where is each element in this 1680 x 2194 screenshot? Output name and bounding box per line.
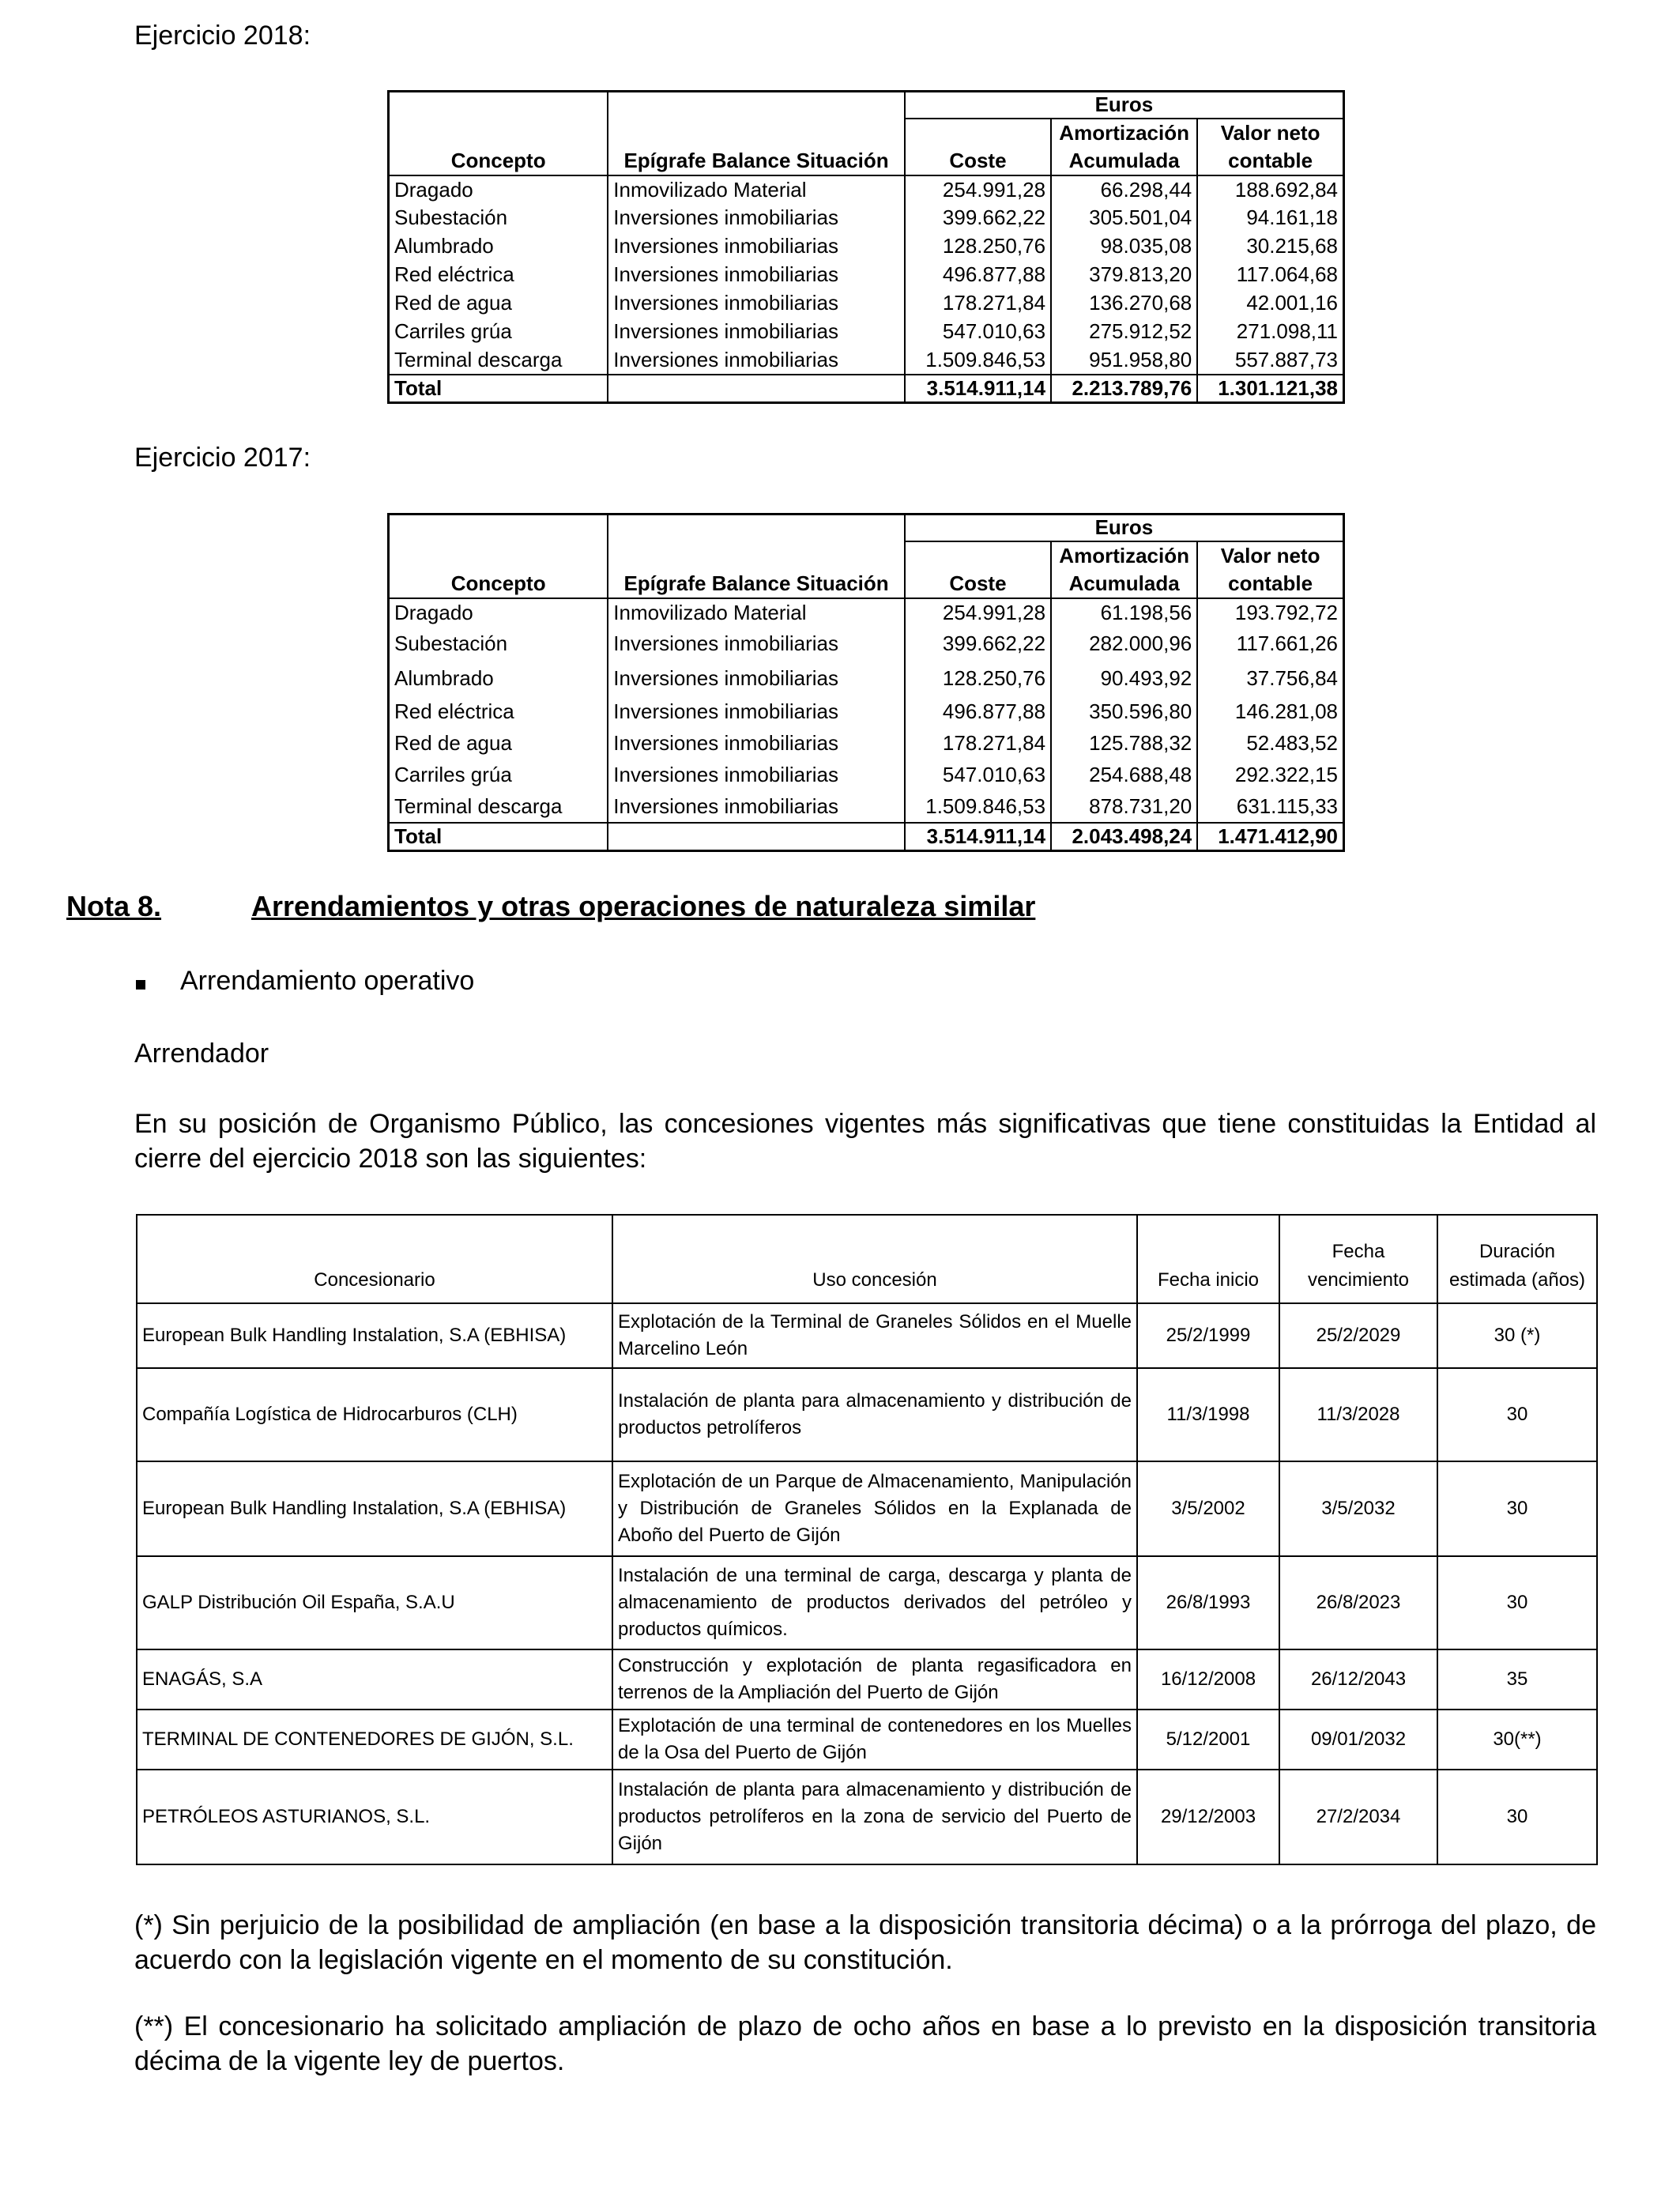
table-row [389, 728, 1344, 760]
cell-coste: 254.991,28 [905, 175, 1051, 204]
total-valor-neto: 1.471.412,90 [1197, 823, 1343, 851]
cell-concepto: Subestación [394, 205, 508, 229]
cell-uso-concesion: Instalación de planta para almacenamiento y distribución de productos petrolíferos en la zona de servicio del Puerto de Gijón [612, 1770, 1137, 1864]
cell-fecha-vencimiento: 26/8/2023 [1279, 1556, 1437, 1649]
footnote-1: (*) Sin perjuicio de la posibilidad de ampliación (en base a la disposición transitoria décima) o a la prórroga del plazo, de acuerdo con la legislación vigente en el momento de su constitución. [134, 1910, 1596, 1975]
table-row [389, 346, 1344, 375]
cell-amortizacion: 379.813,20 [1051, 261, 1197, 289]
cell-amortizacion: 66.298,44 [1051, 175, 1197, 204]
total-coste: 3.514.911,14 [905, 375, 1051, 403]
heading-ejercicio-2018: Ejercicio 2018: [134, 21, 311, 51]
cell-concepto: Terminal descarga [394, 794, 563, 818]
cell-amortizacion: 125.788,32 [1051, 728, 1197, 760]
table-ejercicio-2018 [387, 90, 1345, 404]
cell-concepto: Dragado [394, 177, 473, 202]
cell-amortizacion: 61.198,56 [1051, 598, 1197, 627]
cell-coste: 254.991,28 [905, 598, 1051, 627]
table-row [389, 627, 1344, 662]
cell-epigrafe: Inmovilizado Material [608, 175, 905, 204]
cell-epigrafe: Inversiones inmobiliarias [608, 232, 905, 261]
cell-uso-concesion: Instalación de una terminal de carga, descarga y planta de almacenamiento de productos derivados del petróleo y productos químicos. [612, 1556, 1137, 1649]
cell-valor-neto: 557.887,73 [1197, 346, 1343, 375]
cell-concepto: Red de agua [394, 731, 512, 755]
cell-valor-neto: 188.692,84 [1197, 175, 1343, 204]
cell-coste: 496.877,88 [905, 696, 1051, 728]
table-row [137, 1368, 1597, 1461]
cell-fecha-vencimiento: 09/01/2032 [1279, 1710, 1437, 1770]
header-fecha-vencimiento: Fecha vencimiento [1279, 1215, 1437, 1303]
cell-valor-neto: 146.281,08 [1197, 696, 1343, 728]
cell-amortizacion: 136.270,68 [1051, 289, 1197, 318]
cell-concesionario: European Bulk Handling Instalation, S.A (EBHISA) [137, 1461, 612, 1556]
cell-coste: 178.271,84 [905, 289, 1051, 318]
cell-epigrafe: Inversiones inmobiliarias [608, 204, 905, 232]
cell-amortizacion: 275.912,52 [1051, 318, 1197, 346]
table-row [137, 1556, 1597, 1649]
cell-valor-neto: 292.322,15 [1197, 760, 1343, 791]
cell-valor-neto: 631.115,33 [1197, 791, 1343, 823]
note-title: Arrendamientos y otras operaciones de naturaleza similar [251, 890, 1036, 922]
cell-epigrafe: Inversiones inmobiliarias [608, 346, 905, 375]
cell-valor-neto: 94.161,18 [1197, 204, 1343, 232]
cell-epigrafe: Inversiones inmobiliarias [608, 289, 905, 318]
table-row [389, 760, 1344, 791]
table-row [137, 1649, 1597, 1710]
table-row [137, 1303, 1597, 1368]
cell-valor-neto: 271.098,11 [1197, 318, 1343, 346]
cell-concesionario: Compañía Logística de Hidrocarburos (CLH) [137, 1368, 612, 1461]
cell-duracion: 30 [1437, 1770, 1597, 1864]
cell-coste: 128.250,76 [905, 662, 1051, 696]
header-epigrafe: Epígrafe Balance Situación [608, 147, 905, 175]
table-concesiones [136, 1214, 1598, 1865]
cell-concesionario: ENAGÁS, S.A [137, 1649, 612, 1710]
header-uso-concesion: Uso concesión [612, 1215, 1137, 1303]
cell-concepto: Terminal descarga [394, 347, 563, 371]
header-amortizacion-line2: Acumulada [1051, 147, 1197, 175]
cell-duracion: 30 (*) [1437, 1303, 1597, 1368]
cell-coste: 1.509.846,53 [905, 346, 1051, 375]
table-row [389, 204, 1344, 232]
cell-concesionario: TERMINAL DE CONTENEDORES DE GIJÓN, S.L. [137, 1710, 612, 1770]
cell-amortizacion: 350.596,80 [1051, 696, 1197, 728]
cell-epigrafe: Inversiones inmobiliarias [608, 696, 905, 728]
cell-concepto: Subestación [394, 631, 508, 655]
cell-fecha-inicio: 5/12/2001 [1137, 1710, 1279, 1770]
cell-epigrafe: Inversiones inmobiliarias [608, 728, 905, 760]
cell-coste: 547.010,63 [905, 760, 1051, 791]
cell-valor-neto: 30.215,68 [1197, 232, 1343, 261]
header-concesionario: Concesionario [137, 1215, 612, 1303]
cell-amortizacion: 254.688,48 [1051, 760, 1197, 791]
subheading-arrendador: Arrendador [134, 1039, 269, 1069]
cell-epigrafe: Inversiones inmobiliarias [608, 318, 905, 346]
header-valor-line2: contable [1197, 570, 1343, 598]
cell-valor-neto: 37.756,84 [1197, 662, 1343, 696]
table-row [389, 696, 1344, 728]
header-epigrafe: Epígrafe Balance Situación [608, 570, 905, 598]
cell-amortizacion: 282.000,96 [1051, 627, 1197, 662]
total-coste: 3.514.911,14 [905, 823, 1051, 851]
cell-concepto: Carriles grúa [394, 319, 512, 343]
cell-valor-neto: 42.001,16 [1197, 289, 1343, 318]
header-valor-line1: Valor neto [1197, 541, 1343, 570]
cell-concepto: Red eléctrica [394, 262, 514, 286]
total-label: Total [389, 823, 608, 851]
cell-epigrafe: Inversiones inmobiliarias [608, 791, 905, 823]
cell-concepto: Alumbrado [394, 234, 494, 258]
bullet-square-icon [136, 980, 145, 990]
cell-duracion: 35 [1437, 1649, 1597, 1710]
cell-epigrafe: Inversiones inmobiliarias [608, 760, 905, 791]
table-row [389, 598, 1344, 627]
total-label: Total [389, 375, 608, 403]
cell-fecha-vencimiento: 25/2/2029 [1279, 1303, 1437, 1368]
cell-fecha-vencimiento: 27/2/2034 [1279, 1770, 1437, 1864]
cell-uso-concesion: Explotación de un Parque de Almacenamiento, Manipulación y Distribución de Graneles Sólidos en la Explanada de Aboño del Puerto de Gijón [612, 1461, 1137, 1556]
cell-amortizacion: 951.958,80 [1051, 346, 1197, 375]
table-row [389, 232, 1344, 261]
header-amortizacion-line2: Acumulada [1051, 570, 1197, 598]
cell-amortizacion: 98.035,08 [1051, 232, 1197, 261]
note-number: Nota 8. [66, 890, 162, 922]
cell-epigrafe: Inversiones inmobiliarias [608, 261, 905, 289]
cell-concesionario: European Bulk Handling Instalation, S.A (EBHISA) [137, 1303, 612, 1368]
cell-fecha-inicio: 29/12/2003 [1137, 1770, 1279, 1864]
header-concepto: Concepto [389, 147, 608, 175]
total-amortizacion: 2.043.498,24 [1051, 823, 1197, 851]
cell-valor-neto: 193.792,72 [1197, 598, 1343, 627]
table-row [137, 1461, 1597, 1556]
header-duracion: Duración estimada (años) [1437, 1215, 1597, 1303]
cell-amortizacion: 90.493,92 [1051, 662, 1197, 696]
cell-valor-neto: 117.661,26 [1197, 627, 1343, 662]
cell-concesionario: GALP Distribución Oil España, S.A.U [137, 1556, 612, 1649]
total-amortizacion: 2.213.789,76 [1051, 375, 1197, 403]
cell-valor-neto: 117.064,68 [1197, 261, 1343, 289]
cell-fecha-inicio: 16/12/2008 [1137, 1649, 1279, 1710]
footnote-2: (**) El concesionario ha solicitado ampliación de plazo de ocho años en base a lo previsto en la disposición transitoria décima de la vigente ley de puertos. [134, 2011, 1596, 2076]
header-valor-line2: contable [1197, 147, 1343, 175]
total-row [389, 823, 1344, 851]
header-coste: Coste [905, 570, 1051, 598]
bullet-arrendamiento-operativo: Arrendamiento operativo [180, 966, 475, 996]
cell-uso-concesion: Construcción y explotación de planta regasificadora en terrenos de la Ampliación del Puerto de Gijón [612, 1649, 1137, 1710]
cell-fecha-vencimiento: 3/5/2032 [1279, 1461, 1437, 1556]
cell-coste: 128.250,76 [905, 232, 1051, 261]
table-row [389, 662, 1344, 696]
cell-epigrafe: Inversiones inmobiliarias [608, 627, 905, 662]
table-row [137, 1770, 1597, 1864]
header-amortizacion-line1: Amortización [1051, 541, 1197, 570]
table-row [389, 318, 1344, 346]
cell-concepto: Alumbrado [394, 666, 494, 690]
cell-duracion: 30(**) [1437, 1710, 1597, 1770]
table-row [389, 261, 1344, 289]
cell-concepto: Carriles grúa [394, 763, 512, 786]
cell-fecha-inicio: 11/3/1998 [1137, 1368, 1279, 1461]
header-valor-line1: Valor neto [1197, 119, 1343, 147]
cell-fecha-inicio: 25/2/1999 [1137, 1303, 1279, 1368]
table-row [137, 1710, 1597, 1770]
cell-duracion: 30 [1437, 1556, 1597, 1649]
cell-coste: 547.010,63 [905, 318, 1051, 346]
total-valor-neto: 1.301.121,38 [1197, 375, 1343, 403]
header-fecha-inicio: Fecha inicio [1137, 1215, 1279, 1303]
cell-concesionario: PETRÓLEOS ASTURIANOS, S.L. [137, 1770, 612, 1864]
cell-amortizacion: 878.731,20 [1051, 791, 1197, 823]
table-row [389, 791, 1344, 823]
cell-fecha-inicio: 26/8/1993 [1137, 1556, 1279, 1649]
cell-amortizacion: 305.501,04 [1051, 204, 1197, 232]
cell-coste: 1.509.846,53 [905, 791, 1051, 823]
cell-concepto: Red eléctrica [394, 699, 514, 723]
header-euros: Euros [905, 92, 1344, 119]
cell-fecha-inicio: 3/5/2002 [1137, 1461, 1279, 1556]
table-row [389, 289, 1344, 318]
cell-uso-concesion: Instalación de planta para almacenamiento y distribución de productos petrolíferos [612, 1368, 1137, 1461]
cell-duracion: 30 [1437, 1368, 1597, 1461]
cell-coste: 399.662,22 [905, 204, 1051, 232]
cell-epigrafe: Inversiones inmobiliarias [608, 662, 905, 696]
header-amortizacion-line1: Amortización [1051, 119, 1197, 147]
cell-valor-neto: 52.483,52 [1197, 728, 1343, 760]
intro-paragraph: En su posición de Organismo Público, las concesiones vigentes más significativas que tiene constituidas la Entidad al cierre del ejercicio 2018 son las siguientes: [134, 1109, 1596, 1174]
cell-fecha-vencimiento: 11/3/2028 [1279, 1368, 1437, 1461]
cell-duracion: 30 [1437, 1461, 1597, 1556]
cell-coste: 399.662,22 [905, 627, 1051, 662]
heading-ejercicio-2017: Ejercicio 2017: [134, 443, 311, 473]
cell-uso-concesion: Explotación de la Terminal de Graneles Sólidos en el Muelle Marcelino León [612, 1303, 1137, 1368]
cell-concepto: Red de agua [394, 291, 512, 315]
total-row [389, 375, 1344, 403]
cell-coste: 178.271,84 [905, 728, 1051, 760]
header-coste: Coste [905, 147, 1051, 175]
cell-fecha-vencimiento: 26/12/2043 [1279, 1649, 1437, 1710]
header-concepto: Concepto [389, 570, 608, 598]
table-row [389, 175, 1344, 204]
cell-epigrafe: Inmovilizado Material [608, 598, 905, 627]
cell-uso-concesion: Explotación de una terminal de contenedores en los Muelles de la Osa del Puerto de Gijón [612, 1710, 1137, 1770]
cell-concepto: Dragado [394, 600, 473, 624]
header-euros: Euros [905, 515, 1344, 541]
table-ejercicio-2017 [387, 513, 1345, 852]
cell-coste: 496.877,88 [905, 261, 1051, 289]
